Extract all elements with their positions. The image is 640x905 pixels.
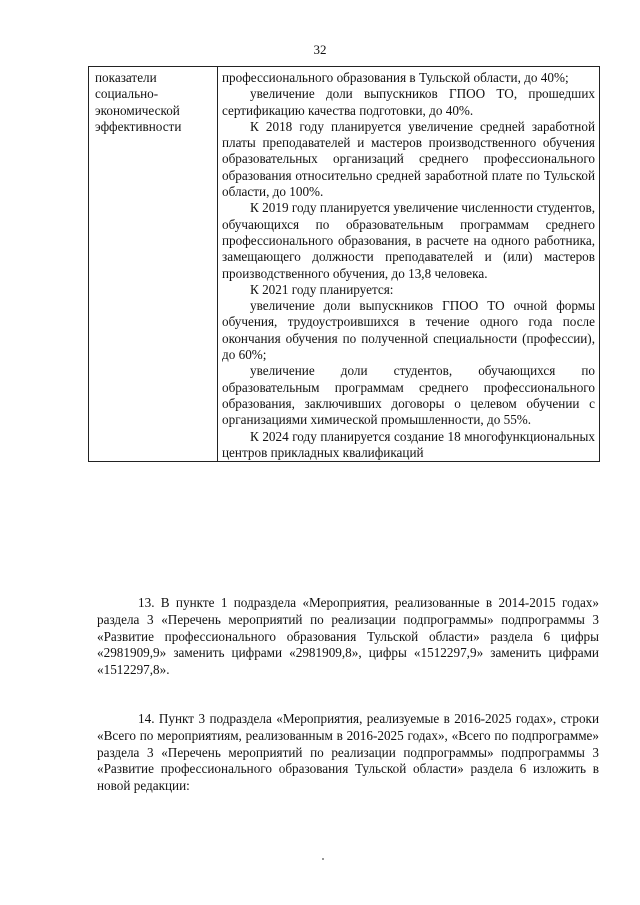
table-row (89, 67, 600, 462)
table-paragraph: профессионального образования в Тульской области, до 40%; (222, 70, 569, 85)
table-paragraph: К 2024 году планируется создание 18 многофункциональных центров прикладных квалификаций (222, 428, 595, 460)
indicators-table (88, 66, 600, 462)
table-paragraph: К 2018 году планируется увеличение средней заработной платы преподавателей и мастеров производственного обучения образовательных организаций среднего профессионального образования относительно средней заработной плате по Тульской области, до 100%. (222, 118, 595, 200)
table-paragraph: увеличение доли студентов, обучающихся по образовательным программам среднего профессионального образования, заключивших договоры о целевом обучении с организациями химической промышленности, до 55%. (222, 363, 595, 428)
table-paragraph: увеличение доли выпускников ГПОО ТО очной формы обучения, трудоустроившихся в течение одного года после окончания обучения по полученной специальности (профессии), до 60%; (222, 298, 595, 363)
amendment-paragraph-13: 13. В пункте 1 подраздела «Мероприятия, реализованные в 2014-2015 годах» раздела 3 «Перечень мероприятий по реализации подпрограммы» подпрограммы 3 «Развитие профессионального образования Тульской области» раздела 6 цифры «2981909,9» заменить цифрами «2981909,8», цифры «1512297,9» заменить цифрами «1512297,8». (97, 595, 599, 678)
table-paragraph: увеличение доли выпускников ГПОО ТО, прошедших сертификацию качества подготовки, до 40%. (222, 86, 595, 118)
table-paragraph: К 2019 году планируется увеличение численности студентов, обучающихся по образовательным программам среднего профессионального образования, в расчете на одного работника, замещающего должности преподавателей и (или) мастеров производственного обучения, до 13,8 человека. (222, 200, 595, 281)
table-paragraph: К 2021 году планируется: (250, 281, 394, 297)
indicator-description-cell (218, 67, 600, 462)
page-number: 32 (313, 42, 327, 57)
indicator-name-cell: показатели социально-экономической эффективности (89, 67, 218, 462)
scan-speck (322, 858, 324, 860)
amendment-paragraph-14: 14. Пункт 3 подраздела «Мероприятия, реализуемые в 2016-2025 годах», строки «Всего по мероприятиям, реализованным в 2016-2025 годах», «Всего по подпрограмме» раздела 3 «Перечень мероприятий по реализации подпрограммы» подпрограммы 3 «Развитие профессионального образования Тульской области» раздела 6 изложить в новой редакции: (97, 711, 599, 794)
